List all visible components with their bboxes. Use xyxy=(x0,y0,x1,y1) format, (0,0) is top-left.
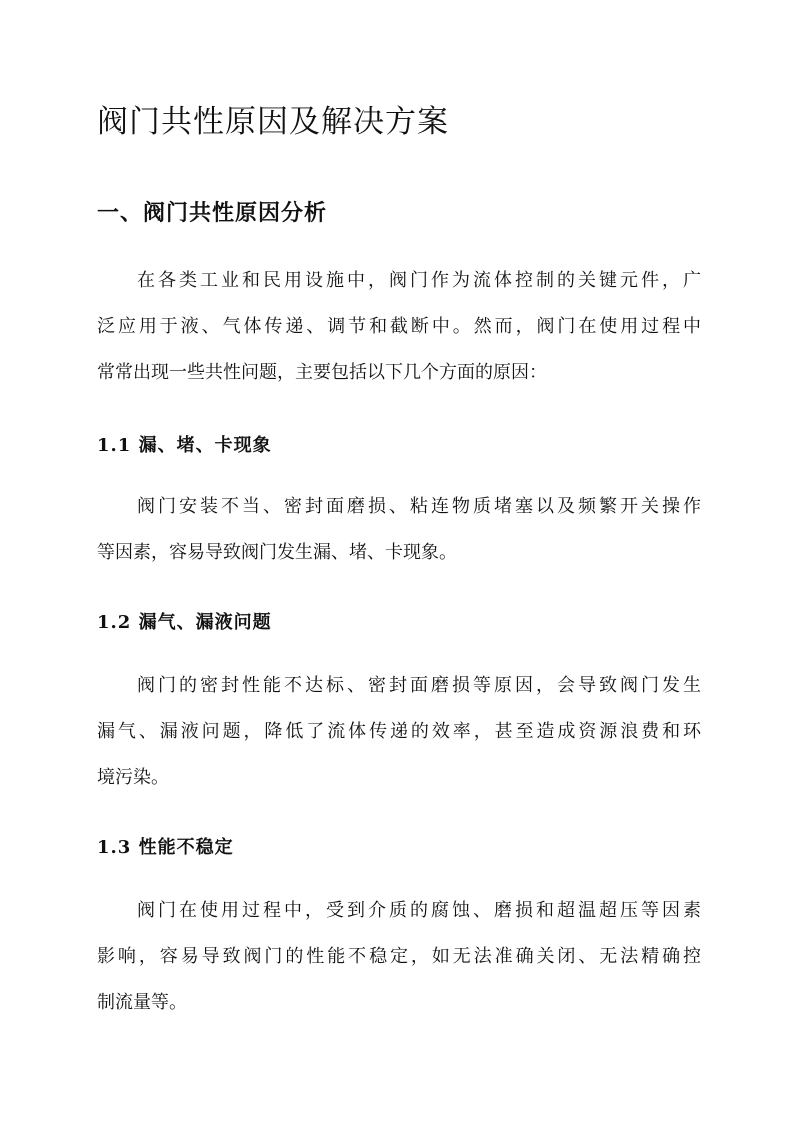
paragraph-line: 阀门在使用过程中，受到介质的腐蚀、磨损和超温超压等因素 xyxy=(137,900,701,921)
subsection-heading-1-3: 1.3 性能不稳定 xyxy=(97,837,234,858)
section-heading: 一、阀门共性原因分析 xyxy=(97,200,328,226)
subsection-paragraph-1-2 xyxy=(97,663,701,801)
paragraph-line: 泛应用于液、气体传递、调节和截断中。然而，阀门在使用过程中 xyxy=(97,316,701,337)
paragraph-line: 阀门安装不当、密封面磨损、粘连物质堵塞以及频繁开关操作 xyxy=(137,496,701,517)
paragraph-line: 影响，容易导致阀门的性能不稳定，如无法准确关闭、无法精确控 xyxy=(97,946,701,967)
paragraph-line: 阀门的密封性能不达标、密封面磨损等原因，会导致阀门发生 xyxy=(137,675,701,696)
paragraph-line: 制流量等。 xyxy=(97,992,187,1013)
document-title: 阀门共性原因及解决方案 xyxy=(97,104,449,140)
paragraph-line: 常常出现一些共性问题，主要包括以下几个方面的原因： xyxy=(97,362,547,383)
paragraph-line: 在各类工业和民用设施中，阀门作为流体控制的关键元件，广 xyxy=(137,270,701,291)
subsection-heading-1-1: 1.1 漏、堵、卡现象 xyxy=(97,435,272,456)
paragraph-line: 等因素，容易导致阀门发生漏、堵、卡现象。 xyxy=(97,542,457,563)
paragraph-line: 漏气、漏液问题，降低了流体传递的效率，甚至造成资源浪费和环 xyxy=(97,721,701,742)
subsection-paragraph-1-3 xyxy=(97,888,701,1026)
paragraph-line: 境污染。 xyxy=(97,767,169,788)
subsection-paragraph-1-1 xyxy=(97,484,701,576)
intro-paragraph xyxy=(97,258,701,396)
subsection-heading-1-2: 1.2 漏气、漏液问题 xyxy=(97,612,272,633)
